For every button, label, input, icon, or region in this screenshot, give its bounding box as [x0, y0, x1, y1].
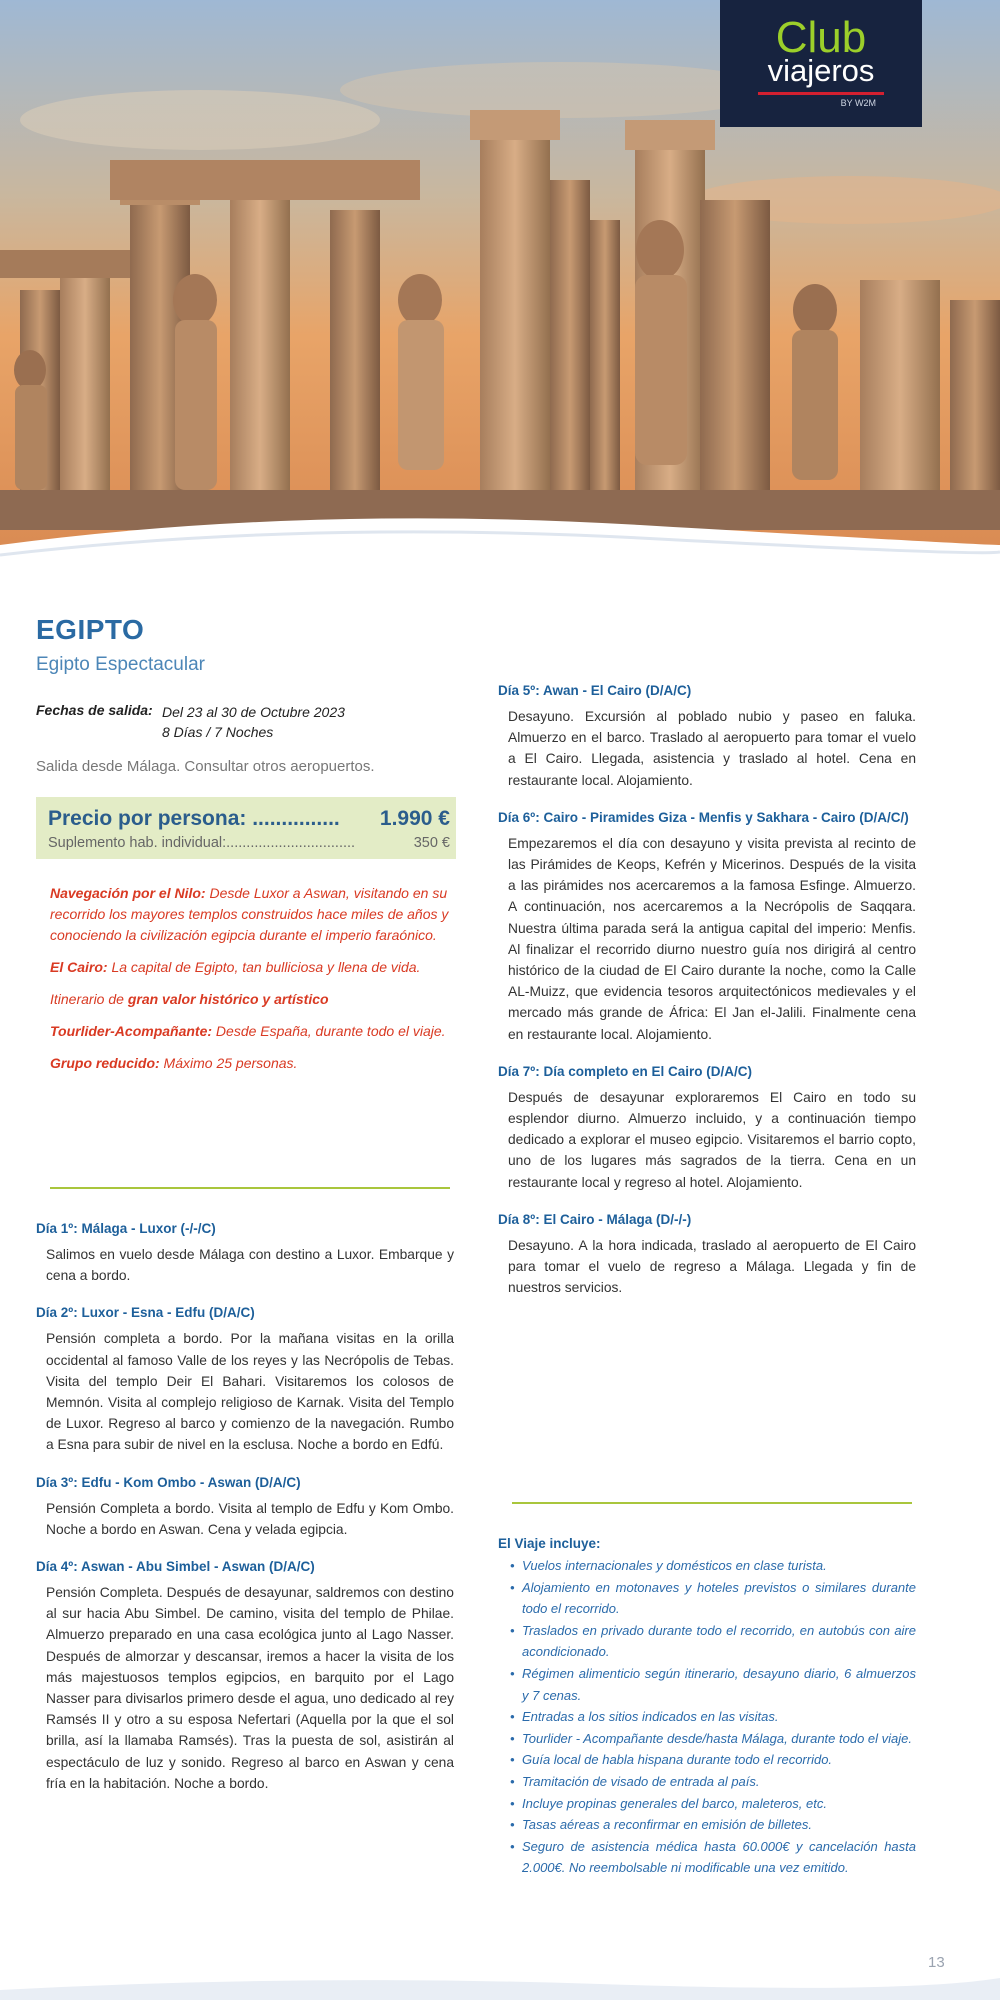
day-title: Día 8º: El Cairo - Málaga (D/-/-) [498, 1211, 692, 1227]
price-label: Precio por persona: ............... [48, 807, 340, 830]
includes-title: El Viaje incluye: [498, 1536, 601, 1551]
day-description: Pensión Completa a bordo. Visita al templo de Edfu y Kom Ombo. Noche a bordo en Aswan. Cena y velada egipcia. [46, 1500, 454, 1537]
bottom-wave [0, 1960, 1000, 2000]
day-description: Después de desayunar exploraremos El Cairo en todo su esplendor diurno. Almuerzo incluido, y a continuación tiempo dedicado a explorar el museo egipcio. Visitaremos el barrio copto, uno de los lugares más sagrados de la tierra. Cena en un restaurante local y regreso al hotel. Alojamiento. [508, 1089, 916, 1190]
highlight-item: Navegación por el Nilo: Desde Luxor a Aswan, visitando en su recorrido los mayores templos construidos hace miles de años y conociendo la civilización egipcia durante el imperio faraónico. [50, 885, 449, 943]
day-title: Día 2º: Luxor - Esna - Edfu (D/A/C) [36, 1305, 255, 1321]
left-column [36, 612, 456, 1085]
includes-item: • Tourlider - Acompañante desde/hasta Málaga, durante todo el viaje. [510, 1728, 916, 1750]
itinerary-left [36, 1220, 454, 1812]
left-divider [50, 1187, 450, 1189]
day-title: Día 7º: Día completo en El Cairo (D/A/C) [498, 1063, 752, 1079]
hero-temple-image [0, 0, 1000, 560]
day-description: Pensión completa a bordo. Por la mañana visitas en la orilla occidental al famoso Valle de los reyes y las Necrópolis de Tebas. Visita del templo Deir El Bahari. Visitaremos los colosos de Memnón. Visita al complejo religioso de Karnak. Visita del Templo de Luxor. Regreso al barco y comienzo de la navegación. Rumbo a Esna para subir de nivel en la esclusa. Noche a bordo en Edfú. [46, 1331, 454, 1453]
right-divider [512, 1502, 912, 1504]
trip-highlights [36, 883, 460, 1074]
includes-item: • Traslados en privado durante todo el recorrido, en autobús con aire acondicionado. [510, 1620, 916, 1663]
trip-includes [498, 1536, 916, 1879]
day-description: Empezaremos el día con desayuno y visita prevista al recinto de las Pirámides de Keops, Kefrén y Micerinos. Después de la visita a las pirámides nos acercaremos a la famosa Esfinge. Almuerzo. A continuación, nos acercaremos a la Necrópolis de Saqqara. Nuestra última parada será la antigua capital del imperio: Menfis. Al finalizar el recorrido diurno nuestro guía nos dirigirá al centro histórico de la ciudad de El Cairo durante la noche, como la Calle AL-Muizz, que evidencia tesoros arquitectónicos medievales y el mercado más grande de África: El Jan el-Jalili. Finalmente cena en restaurante local. Alojamiento. [508, 835, 916, 1042]
day-description: Pensión Completa. Después de desayunar, saldremos con destino al sur hacia Abu Simbel. De camino, visita del templo de Philae. Almuerzo preparado en una casa ecológica junto al Lago Nasser. Después de almorzar y descansar, iremos a hacer la visita de los más majestuosos templos egipcios, en barquito por el Lago Nasser para divisarlos primero desde el agua, uno dedicado al rey Ramsés II y otro a su esposa Nefertari (Aquella por la que el sol brilla, así la llamaba Ramsés). Tras la puesta de sol, asistirán al espectáculo de luz y sonido. Regreso al barco en Aswan y cena fría en la habitación. Noche a bordo. [46, 1585, 454, 1791]
departure-dates [36, 702, 456, 742]
includes-item: • Tramitación de visado de entrada al país. [510, 1771, 916, 1793]
day-8 [498, 1211, 916, 1299]
price-box [36, 797, 456, 859]
day-2 [36, 1304, 454, 1455]
dates-duration: 8 Días / 7 Noches [162, 724, 274, 740]
includes-item: • Alojamiento en motonaves y hoteles previstos o similares durante todo el recorrido. [510, 1577, 916, 1620]
day-title: Día 6º: Cairo - Piramides Giza - Menfis y Sakhara - Cairo (D/A/C/) [498, 809, 909, 825]
includes-item: • Vuelos internacionales y domésticos en clase turista. [510, 1555, 916, 1577]
day-title: Día 4º: Aswan - Abu Simbel - Aswan (D/A/C) [36, 1559, 315, 1575]
highlight-item: Tourlider-Acompañante: Desde España, durante todo el viaje. [50, 1023, 446, 1039]
day-title: Día 3º: Edfu - Kom Ombo - Aswan (D/A/C) [36, 1474, 301, 1490]
includes-item: • Incluye propinas generales del barco, maleteros, etc. [510, 1793, 916, 1815]
dates-label: Fechas de salida: [36, 702, 153, 718]
price-amount: 1.990 € [379, 807, 450, 830]
page-number: 13 [928, 1954, 945, 1971]
logo-club-text: Club [775, 13, 867, 62]
includes-item: • Seguro de asistencia médica hasta 60.000€ y cancelación hasta 2.000€. No reembolsable ni modificable una vez emitido. [510, 1836, 916, 1879]
day-description: Salimos en vuelo desde Málaga con destino a Luxor. Embarque y cena a bordo. [46, 1247, 454, 1284]
day-1 [36, 1220, 454, 1286]
day-title: Día 5º: Awan - El Cairo (D/A/C) [498, 683, 692, 698]
day-5 [498, 682, 916, 791]
club-viajeros-logo [720, 0, 922, 127]
includes-list [498, 1555, 916, 1879]
supplement-label: Suplemento hab. individual:................................ [48, 835, 356, 851]
dates-range: Del 23 al 30 de Octubre 2023 [162, 704, 345, 720]
departure-info: Salida desde Málaga. Consultar otros aeropuertos. [36, 758, 375, 775]
logo-by-text: BY W2M [840, 98, 876, 108]
highlight-item: Itinerario de gran valor histórico y artístico [50, 991, 329, 1007]
day-description: Desayuno. Excursión al poblado nubio y paseo en faluka. Almuerzo en el barco. Traslado al aeropuerto para tomar el vuelo a El Cairo. Llegada, asistencia y traslado al hotel. Cena en restaurante local. Alojamiento. [508, 709, 916, 788]
logo-viajeros-text: viajeros [767, 53, 875, 88]
includes-item: • Régimen alimenticio según itinerario, desayuno diario, 6 almuerzos y 7 cenas. [510, 1663, 916, 1706]
itinerary-right [498, 682, 916, 1316]
includes-item: • Guía local de habla hispana durante todo el recorrido. [510, 1749, 916, 1771]
highlight-item: Grupo reducido: Máximo 25 personas. [50, 1055, 298, 1071]
supplement-amount: 350 € [413, 835, 450, 851]
logo-red-line [758, 92, 884, 95]
day-7 [498, 1063, 916, 1193]
highlight-item: El Cairo: La capital de Egipto, tan bulliciosa y llena de vida. [50, 959, 421, 975]
day-title: Día 1º: Málaga - Luxor (-/-/C) [36, 1221, 216, 1236]
page-title: EGIPTO [36, 614, 145, 645]
includes-item: • Tasas aéreas a reconfirmar en emisión de billetes. [510, 1814, 916, 1836]
day-description: Desayuno. A la hora indicada, traslado al aeropuerto de El Cairo para tomar el vuelo de regreso a Málaga. Llegada y fin de nuestros servicios. [508, 1237, 916, 1296]
page-subtitle: Egipto Espectacular [36, 654, 205, 675]
day-6 [498, 809, 916, 1045]
day-3 [36, 1474, 454, 1540]
includes-item: • Entradas a los sitios indicados en las visitas. [510, 1706, 916, 1728]
day-4 [36, 1558, 454, 1794]
